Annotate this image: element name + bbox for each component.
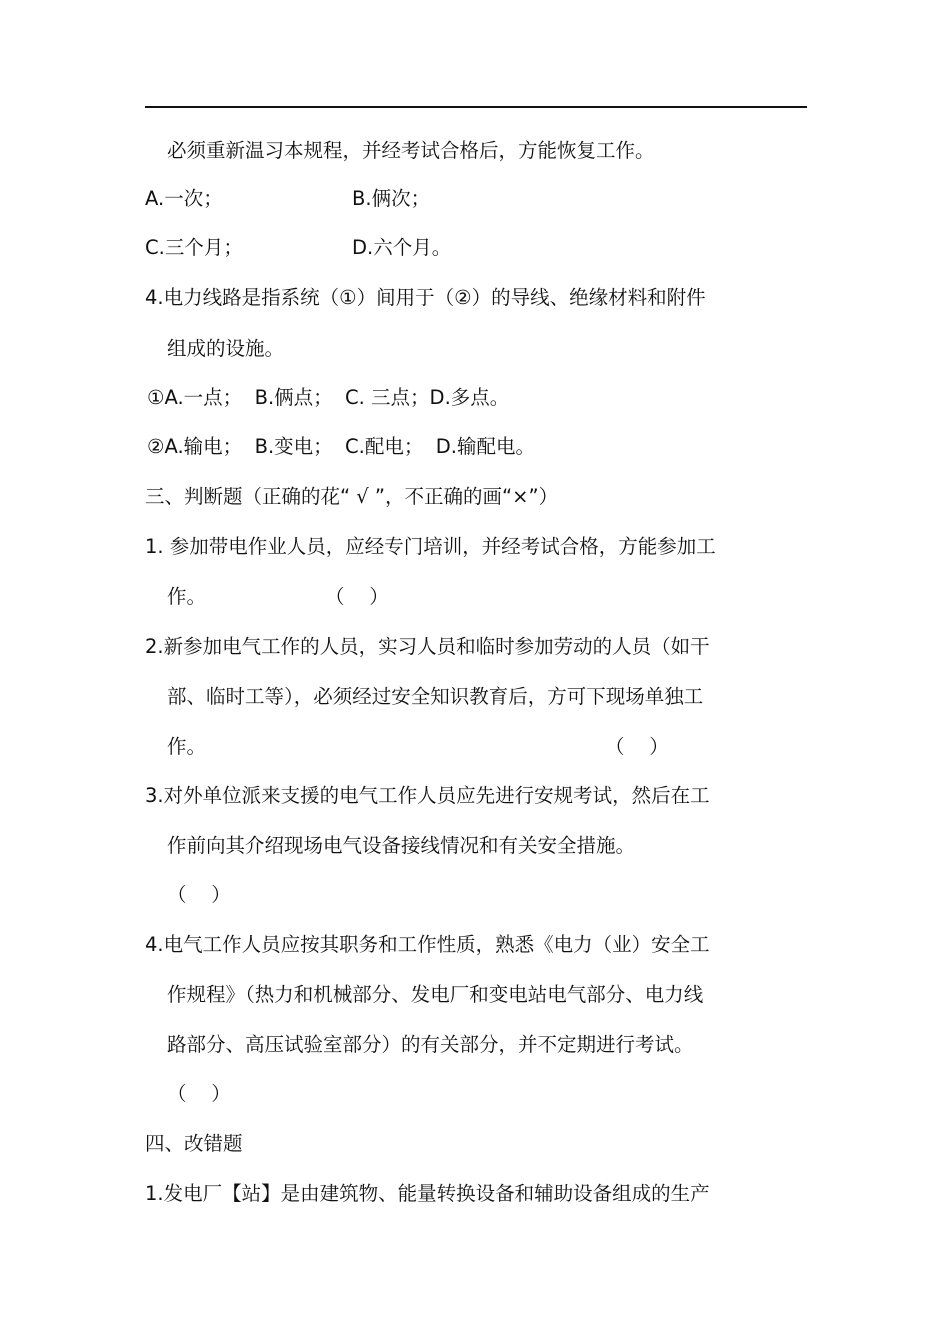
s3-item4-answer-bracket: （ ）	[167, 1082, 231, 1105]
s3-item1-line2: 作。	[167, 585, 207, 608]
q3-continuation: 必须重新温习本规程，并经考试合格后，方能恢复工作。	[167, 139, 655, 162]
q4-option-set1: ①A.一点； B.俩点； C. 三点；D.多点。	[147, 386, 510, 409]
s3-item2-answer-bracket: （ ）	[605, 735, 669, 758]
s3-item1-line1: 1. 参加带电作业人员，应经专门培训，并经考试合格，方能参加工	[145, 535, 716, 558]
q4-line2: 组成的设施。	[167, 337, 285, 360]
q4-line1: 4.电力线路是指系统（①）间用于（②）的导线、绝缘材料和附件	[145, 286, 706, 309]
q3-option-d: D.六个月。	[352, 236, 452, 259]
q4-option-set2: ②A.输电； B.变电； C.配电； D.输配电。	[147, 435, 535, 458]
q3-option-a: A.一次；	[145, 187, 223, 210]
section4-heading: 四、改错题	[145, 1132, 243, 1155]
s3-item4-line3: 路部分、高压试验室部分）的有关部分，并不定期进行考试。	[167, 1033, 694, 1056]
header-rule	[145, 106, 807, 108]
q3-option-c: C.三个月；	[145, 236, 243, 259]
s3-item3-answer-bracket: （ ）	[167, 883, 231, 906]
s3-item4-line1: 4.电气工作人员应按其职务和工作性质，熟悉《电力（业）安全工	[145, 933, 710, 956]
s3-item4-line2: 作规程》（热力和机械部分、发电厂和变电站电气部分、电力线	[167, 983, 704, 1006]
s3-item1-answer-bracket: （ ）	[325, 585, 389, 608]
s3-item2-line2: 部、临时工等），必须经过安全知识教育后，方可下现场单独工	[167, 685, 704, 708]
section3-heading: 三、判断题（正确的花“ √ ”，不正确的画“×”）	[145, 485, 559, 508]
s3-item3-line2: 作前向其介绍现场电气设备接线情况和有关安全措施。	[167, 834, 636, 857]
s3-item2-line3: 作。	[167, 735, 207, 758]
q3-option-b: B.俩次；	[352, 187, 431, 210]
s3-item3-line1: 3.对外单位派来支援的电气工作人员应先进行安规考试，然后在工	[145, 784, 710, 807]
s3-item2-line1: 2.新参加电气工作的人员，实习人员和临时参加劳动的人员（如干	[145, 635, 710, 658]
s4-item1-line1: 1.发电厂【站】是由建筑物、能量转换设备和辅助设备组成的生产	[145, 1182, 710, 1205]
